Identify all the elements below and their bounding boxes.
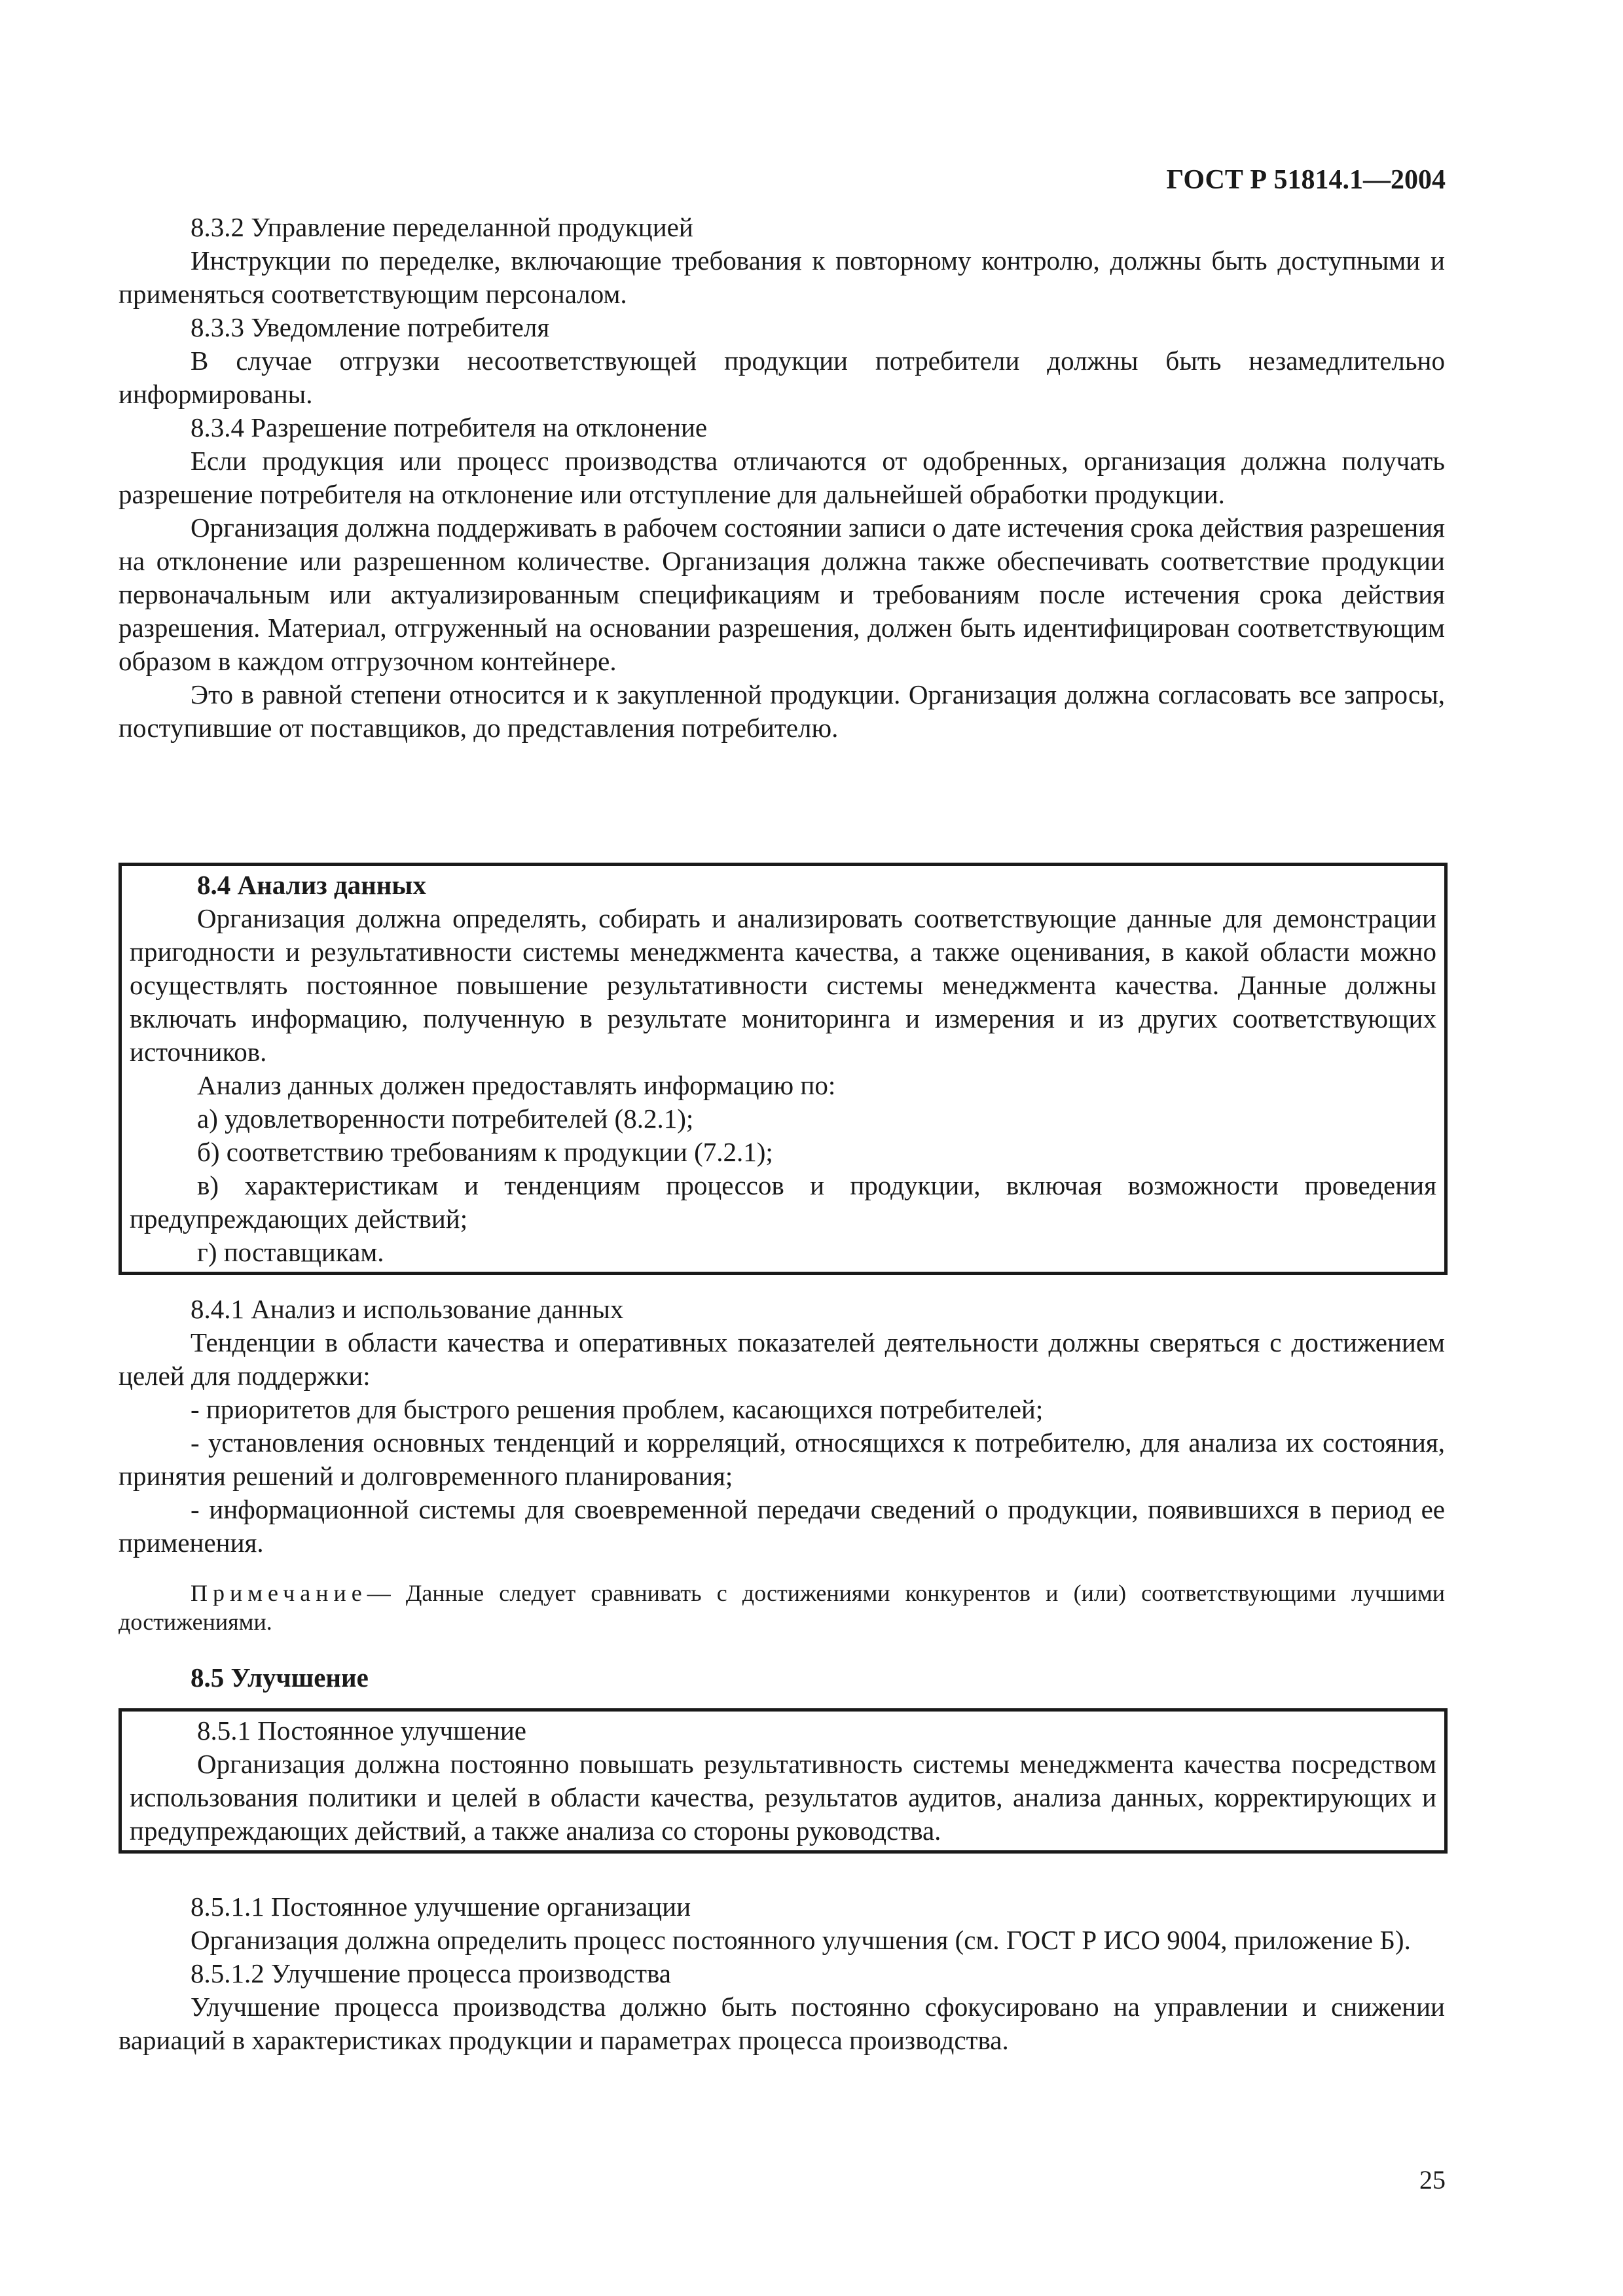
paragraph: Организация должна определять, собирать и анализировать соответствующие данные для демонстрации пригодности и результативности системы менеджмента качества, а также оценивания, в какой области можно осуществлять постоянное повышение результативности системы менеджмента качества. Данные должны включать информацию, полученную в результате мониторинга и измерения и из других соответствующих источников. (130, 903, 1436, 1067)
page-number: 25 (1419, 2165, 1446, 2195)
paragraph: Тенденции в области качества и оперативных показателей деятельности должны сверяться с достижением целей для поддержки: (119, 1327, 1445, 1391)
paragraph: Организация должна поддерживать в рабочем состоянии записи о дате истечения срока действия разрешения на отклонение или разрешенном количестве. Организация должна также обеспечивать соответствие продукции первоначальным или актуализированным спецификациям и требованиям после истечения срока действия разрешения. Материал, отгруженный на основании разрешения, должен быть идентифицирован соответствующим образом в каждом отгрузочном контейнере. (119, 512, 1445, 676)
section-8-3-text (119, 211, 1445, 745)
section-8-5-1-1-text (119, 1890, 1445, 2057)
heading-8-5 (119, 1661, 1445, 1695)
heading-8-5-1-2: 8.5.1.2 Улучшение процесса производства (191, 1958, 671, 1988)
list-item: а) удовлетворенности потребителей (8.2.1); (197, 1103, 694, 1134)
list-item: в) характеристикам и тенденциям процессов и продукции, включая возможности проведения предупреждающих действий; (130, 1170, 1436, 1234)
list-item: - установления основных тенденций и корреляций, относящихся к потребителю, для анализа их состояния, принятия решений и долговременного планирования; (119, 1427, 1445, 1491)
heading-8-4: 8.4 Анализ данных (197, 870, 426, 900)
boxed-section-8-5-1 (119, 1708, 1448, 1854)
list-item: г) поставщикам. (197, 1237, 384, 1267)
document-code-header: ГОСТ Р 51814.1—2004 (1166, 165, 1446, 195)
note-paragraph (119, 1579, 1445, 1636)
paragraph: Организация должна определить процесс постоянного улучшения (см. ГОСТ Р ИСО 9004, приложение Б). (191, 1925, 1411, 1955)
list-item: - приоритетов для быстрого решения проблем, касающихся потребителей; (191, 1394, 1044, 1424)
list-item: - информационной системы для своевременной передачи сведений о продукции, появившихся в период ее применения. (119, 1494, 1445, 1558)
heading-8-5-1: 8.5.1 Постоянное улучшение (197, 1715, 526, 1746)
paragraph: Это в равной степени относится и к закупленной продукции. Организация должна согласовать все запросы, поступившие от поставщиков, до представления потребителю. (119, 679, 1445, 743)
paragraph: В случае отгрузки несоответствующей продукции потребители должны быть незамедлительно информированы. (119, 346, 1445, 409)
paragraph: Анализ данных должен предоставлять информацию по: (197, 1070, 836, 1100)
heading-8-3-4: 8.3.4 Разрешение потребителя на отклонение (191, 412, 708, 442)
heading-8-4-1: 8.4.1 Анализ и использование данных (191, 1294, 624, 1324)
heading-8-3-2: 8.3.2 Управление переделанной продукцией (191, 212, 693, 242)
note-text: — Данные следует сравнивать с достижениями конкурентов и (или) соответствующими лучшими достижениями. (119, 1580, 1445, 1635)
paragraph: Если продукция или процесс производства отличаются от одобренных, организация должна получать разрешение потребителя на отклонение или отступление для дальнейшей обработки продукции. (119, 446, 1445, 509)
paragraph: Улучшение процесса производства должно быть постоянно сфокусировано на управлении и снижении вариаций в характеристиках продукции и параметрах процесса производства. (119, 1992, 1445, 2055)
heading-8-3-3: 8.3.3 Уведомление потребителя (191, 312, 550, 342)
heading-8-5-text: 8.5 Улучшение (191, 1662, 369, 1693)
paragraph: Организация должна постоянно повышать результативность системы менеджмента качества посредством использования политики и целей в области качества, результатов аудитов, анализа данных, корректирующих и предупреждающих действий, а также анализа со стороны руководства. (130, 1749, 1436, 1846)
heading-8-5-1-1: 8.5.1.1 Постоянное улучшение организации (191, 1892, 691, 1922)
note-block (119, 1579, 1445, 1636)
paragraph: Инструкции по переделке, включающие требования к повторному контролю, должны быть доступными и применяться соответствующим персоналом. (119, 245, 1445, 309)
list-item: б) соответствию требованиям к продукции (7.2.1); (197, 1137, 773, 1167)
note-lead: Примечание (191, 1580, 367, 1606)
section-8-4-1-text (119, 1293, 1445, 1560)
boxed-section-8-4 (119, 863, 1448, 1275)
